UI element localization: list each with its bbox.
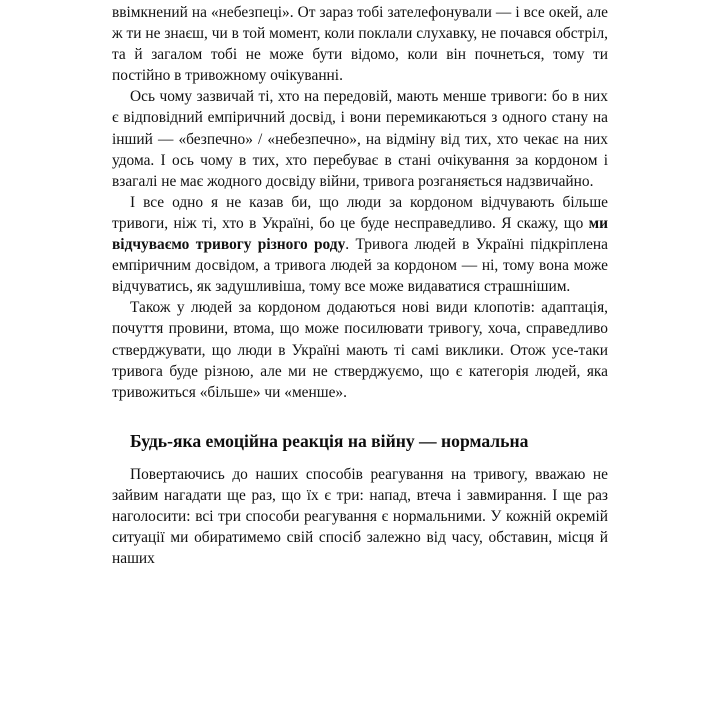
paragraph-3 <box>112 192 608 297</box>
section-heading: Будь-яка емоційна реакція на війну — нормальна <box>130 430 529 451</box>
paragraph-continuation: ввімкнений на «небезпеці». От зараз тобі зателефонували — і все окей, але ж ти не знаєш, чи в той момент, коли поклали слухавку, не почався обстріл, та й загалом тобі не може бути відомо, коли він почнеться, тому ти постійно в тривожному очікуванні. <box>112 4 608 85</box>
paragraph-5: Повертаючись до наших способів реагування на тривогу, вважаю не зайвим нагадати ще раз, що їх є три: напад, втеча і завмирання. І ще раз наголосити: всі три способи реагування є нормальними. У кожній окремій ситуації ми обиратимемо свій спосіб залежно від часу, обставин, місця й наших <box>112 465 608 568</box>
paragraph-2: Ось чому зазвичай ті, хто на передовій, мають менше тривоги: бо в них є відповідний емпіричний досвід, і вони перемикаються з одного стану на інший — «безпечно» / «небезпечно», на відміну від тих, хто чекає на них удома. І ось чому в тих, хто перебуває в стані очікування за кордоном і взагалі не має жодного досвіду війни, тривога розганяється надзвичайно. <box>112 88 608 190</box>
paragraph-3-text-after-emphasis: . Тривога людей в Україні підкріплена емпіричним досвідом, а тривога людей за кордоном — ні, тому вона може відчуватись, як задушливіша, тому все може видаватися страшнішим. <box>112 236 608 296</box>
paragraph-4: Також у людей за кордоном додаються нові види клопотів: адаптація, почуття провини, втома, що може посилювати тривогу, хоча, справедливо стверджувати, що люди в Україні мають ті самі виклики. Отож усе-таки тривога буде різною, але ми не стверджуємо, що є категорія людей, яка тривожиться «більше» чи «менше». <box>112 299 608 401</box>
paragraph-3-text-before-emphasis: І все одно я не казав би, що люди за кордоном відчувають більше тривоги, ніж ті, хто в Україні, бо це буде несправедливо. Я скажу, що <box>112 193 608 232</box>
heading-spacer-above <box>112 403 608 429</box>
heading-spacer-below <box>112 454 608 464</box>
text-column <box>112 2 608 569</box>
paragraph-3-emphasis: ми відчуваємо тривогу різного роду <box>112 214 608 254</box>
